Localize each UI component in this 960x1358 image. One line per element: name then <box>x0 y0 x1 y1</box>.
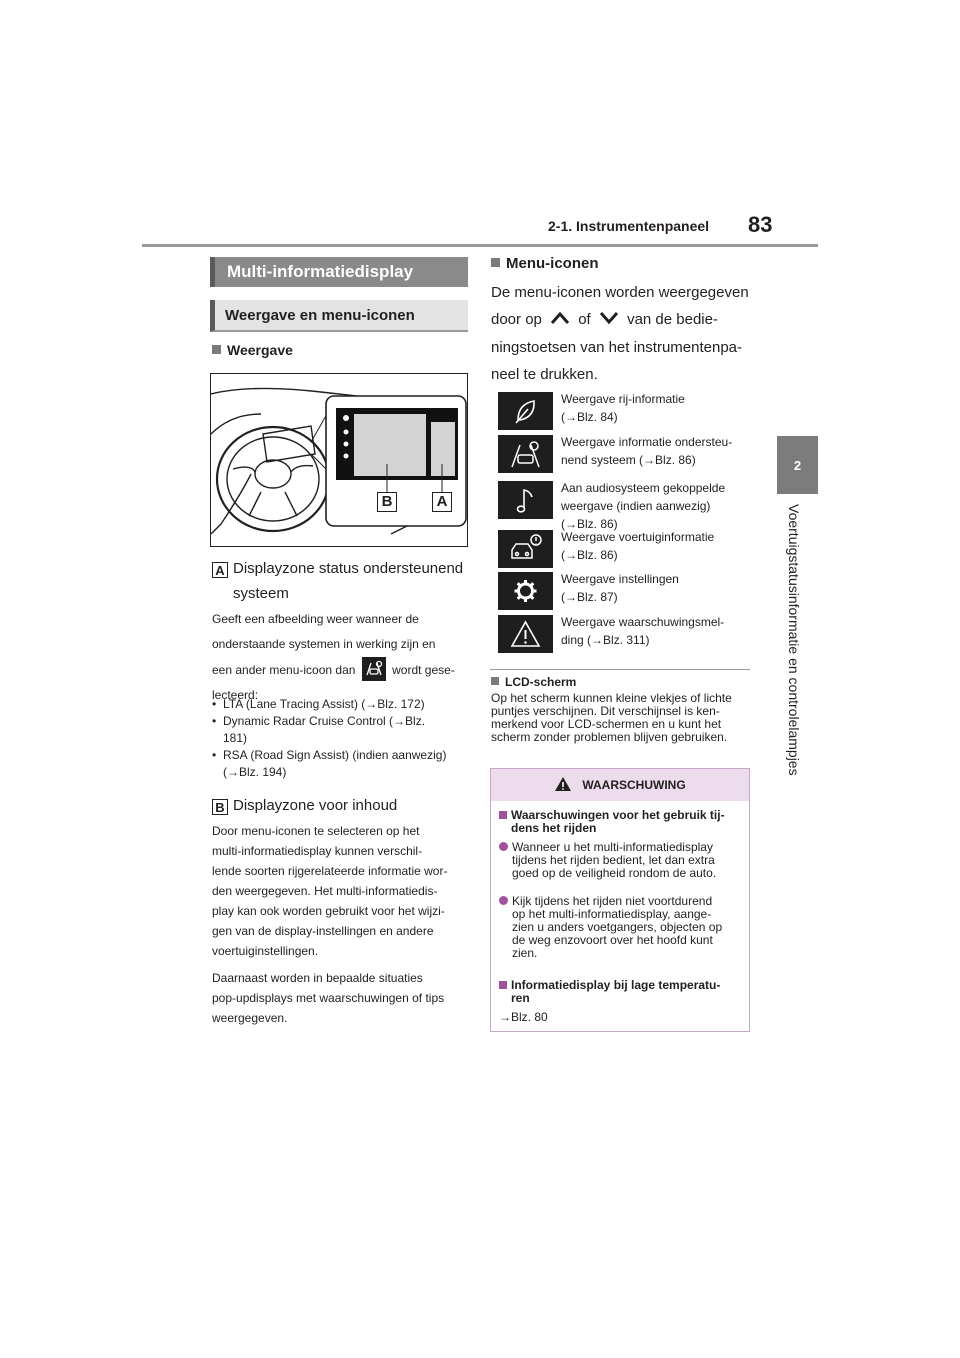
zone-b-text: Door menu-iconen te selecteren op het multi-informatiedisplay kunnen verschil- lende soorten rijgerelateerde informatie wor- den weergegeven. Het multi-informatiedis- play kan ook worden gebruikt voor het wijzi- gen van de display-instellingen en andere voertuiginstellingen. Daarnaast worden in bepaalde situaties pop-updisplays met waarschuwingen of tips weergegeven. <box>212 824 448 1025</box>
square-bullet-icon <box>212 345 221 354</box>
section-band: Multi-informatiedisplay <box>210 257 468 287</box>
square-bullet-icon <box>499 811 507 819</box>
square-bullet-icon <box>499 981 507 989</box>
zone-a-title: A Displayzone status ondersteunend systeem <box>212 556 472 606</box>
chapter-number: 2 <box>793 457 802 473</box>
warning-triangle-icon <box>554 776 572 795</box>
chevron-up-icon <box>550 308 570 333</box>
round-bullet-icon <box>499 842 508 851</box>
vehicle-info-icon <box>498 530 553 568</box>
lcd-text: Op het scherm kunnen kleine vlekjes of lichte puntjes verschijnen. Dit verschijnsel is ken- merkend voor LCD-schermen en u kunt het scherm zonder problemen blijven gebruiken. <box>491 691 732 744</box>
zone-b-title: B Displayzone voor inhoud <box>212 793 472 818</box>
chapter-title: Voertuigstatusinformatie en controlelampjes <box>786 504 802 776</box>
weergave-heading: Weergave <box>212 342 293 358</box>
driver-assist-icon <box>498 435 553 473</box>
page-number: 83 <box>748 212 773 237</box>
dashboard-illustration <box>210 373 468 547</box>
list-item: • RSA (Road Sign Assist) (indien aanwezig) (→Blz. 194) <box>212 747 472 781</box>
warning-heading-1: Waarschuwingen voor het gebruik tij- dens het rijden <box>499 809 743 835</box>
music-note-icon <box>498 481 553 519</box>
leaf-icon <box>498 392 553 430</box>
warning-heading-2: Informatiedisplay bij lage temperatu- ren <box>499 979 743 1005</box>
list-item: • LTA (Lane Tracing Assist) (→Blz. 172) <box>212 696 472 713</box>
system-list <box>212 696 472 781</box>
list-item: • Dynamic Radar Cruise Control (→Blz. 181) <box>212 713 472 747</box>
gear-icon <box>498 572 553 610</box>
warning-header: WAARSCHUWING <box>491 769 749 801</box>
menu-icons-heading: Menu-iconen <box>491 255 599 272</box>
warning-triangle-icon <box>498 615 553 653</box>
divider <box>490 669 750 670</box>
menu-intro: De menu-iconen worden weergegeven door op of van de bedie- ningstoetsen van het instrumentenpa- neel te drukken. <box>491 284 749 383</box>
round-bullet-icon <box>499 896 508 905</box>
warning-bullet-2: Kijk tijdens het rijden niet voortdurend op het multi-informatiedisplay, aange- zien u anders voetgangers, objecten op de weg enzovoort over het hoofd kunt zien. <box>499 895 743 960</box>
label-a: A <box>212 562 228 578</box>
zone-a-text: Geeft een afbeelding weer wanneer de onderstaande systemen in werking zijn en een ander menu-icoon dan wordt gese- lecteerd: <box>212 612 455 702</box>
warning-box <box>490 768 750 1032</box>
chevron-down-icon <box>599 308 619 333</box>
header-rule <box>142 244 818 247</box>
subsection-band: Weergave en menu-iconen <box>210 300 468 332</box>
driver-assist-icon <box>362 657 386 681</box>
label-b: B <box>212 799 228 815</box>
section-title: 2-1. Instrumentenpaneel <box>548 218 710 234</box>
figure-label-b: B <box>377 492 397 512</box>
square-bullet-icon <box>491 677 499 685</box>
dashboard-drawing <box>211 374 467 546</box>
chapter-tab[interactable] <box>777 436 818 494</box>
warning-reference[interactable]: →Blz. 80 <box>499 1010 548 1024</box>
lcd-heading: LCD-scherm <box>491 675 576 689</box>
warning-bullet-1: Wanneer u het multi-informatiedisplay tijdens het rijden bedient, let dan extra goed op de veiligheid rondom de auto. <box>499 841 743 880</box>
square-bullet-icon <box>491 258 500 267</box>
figure-label-a: A <box>432 492 452 512</box>
